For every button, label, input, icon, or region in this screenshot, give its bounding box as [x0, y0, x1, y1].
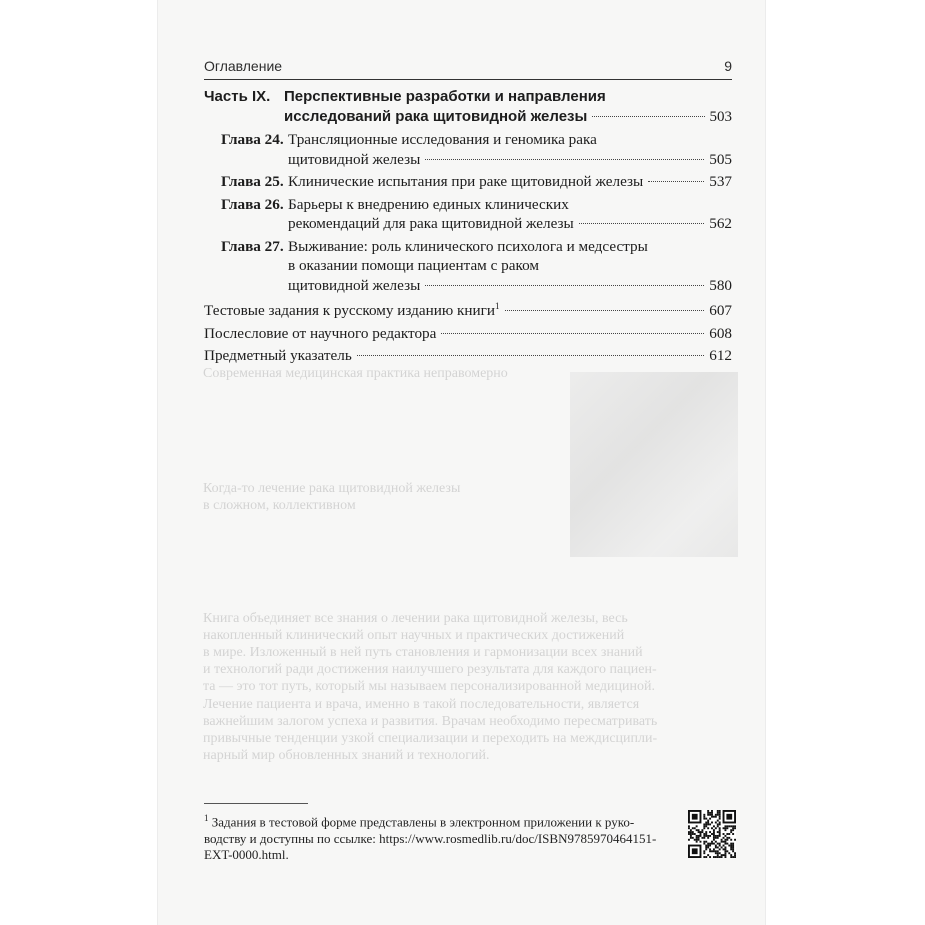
dot-leader [579, 223, 704, 224]
dot-leader [505, 310, 705, 311]
qr-code-graphic [688, 810, 736, 858]
toc-page-number: 505 [709, 150, 732, 168]
chapter-title-line: в оказании помощи пациентам с раком [288, 257, 539, 274]
part-title-line: исследований рака щитовидной железы [284, 107, 588, 125]
part-title-line: Перспективные разработки и направления [284, 88, 606, 105]
toc-chapter-entry[interactable] [204, 172, 732, 192]
toc-page-number: 612 [709, 347, 732, 364]
toc-part-entry[interactable] [204, 87, 732, 127]
bleed-line: Книга объединяет все знания о лечении рака щитовидной железы, весь [203, 610, 628, 626]
footnote-link-line[interactable]: водству и доступны по ссылке: https://www.rosmedlib.ru/doc/ISBN9785970464151- [204, 830, 657, 846]
header-rule [204, 79, 732, 80]
toc-extra-entry[interactable] [204, 346, 732, 366]
bleed-line: и технологий ради достижения наилучшего результата для каждого пациен- [203, 662, 657, 678]
toc-entry-title [204, 301, 500, 321]
dot-leader [648, 181, 704, 182]
dot-leader [425, 285, 704, 286]
toc-entry-title: Послесловие от научного редактора [204, 324, 437, 342]
chapter-label: Глава 26. [221, 195, 284, 213]
toc-page-number: 580 [709, 276, 732, 294]
chapter-title-line: Трансляционные исследования и геномика рака [288, 131, 597, 148]
toc-page-number: 562 [709, 215, 732, 232]
part-label: Часть IX. [204, 88, 271, 105]
toc-entry-text: Тестовые задания к русскому изданию книги [204, 302, 496, 319]
bleed-through-photo [570, 372, 738, 557]
toc-extra-entry[interactable] [204, 324, 732, 344]
toc-page-number: 607 [709, 302, 732, 319]
bleed-line: Лечение пациента и врача, именно в такой последовательности, является [203, 696, 640, 712]
running-header [204, 58, 732, 76]
table-of-contents [204, 87, 732, 366]
chapter-label: Глава 27. [221, 237, 284, 255]
footnote-line[interactable]: EXT-0000.html. [204, 847, 289, 863]
dot-leader [441, 333, 704, 334]
toc-chapter-entry[interactable] [204, 195, 732, 234]
footnote-marker[interactable]: 1 [495, 300, 500, 311]
bleed-line: привычные тенденции узкой специализации и переходить на междисципли- [203, 731, 658, 747]
dot-leader [357, 355, 704, 356]
toc-chapter-entry[interactable] [204, 130, 732, 169]
toc-page-number: 537 [709, 173, 732, 190]
chapter-title-line: Клинические испытания при раке щитовидной железы [288, 173, 644, 190]
toc-extra-entry[interactable] [204, 301, 732, 321]
bleed-line: Когда-то лечение рака щитовидной железы [203, 481, 461, 497]
dot-leader [592, 116, 704, 117]
footnote [204, 810, 682, 864]
bleed-line: в мире. Изложенный в ней путь становления и гармонизации всех знаний [203, 645, 643, 661]
bleed-line: та — это тот путь, который мы называем персонализированной медициной. [203, 679, 656, 695]
bleed-line: накопленный клинический опыт научных и практических достижений [203, 627, 625, 643]
dot-leader [425, 159, 704, 160]
chapter-label: Глава 25. [221, 173, 284, 190]
bleed-line: в сложном, коллективном [203, 498, 356, 514]
chapter-title-line: Выживание: роль клинического психолога и медсестры [288, 237, 648, 255]
running-header-title: Оглавление [204, 58, 283, 74]
toc-entry-title: Предметный указатель [204, 347, 352, 364]
toc-chapter-entry[interactable] [204, 237, 732, 296]
chapter-title-line: Барьеры к внедрению единых клинических [288, 195, 569, 213]
chapter-title-line: рекомендаций для рака щитовидной железы [288, 215, 574, 232]
footnote-text: Задания в тестовой форме представлены в электронном приложении к руко- [211, 814, 635, 830]
footnote-line [204, 810, 682, 831]
toc-page-number: 503 [709, 108, 732, 125]
chapter-label: Глава 24. [221, 131, 284, 148]
footnote-mark: 1 [204, 813, 209, 823]
bleed-line: важнейшим залогом успеха и развития. Врачам необходимо пересматривать [203, 713, 658, 729]
chapter-title-line: щитовидной железы [288, 276, 421, 294]
bleed-line: Современная медицинская практика неправомерно [203, 366, 508, 381]
qr-code-icon[interactable] [688, 810, 736, 858]
page-number: 9 [724, 58, 732, 74]
toc-page-number: 608 [709, 324, 732, 342]
bleed-line: нарный мир обновленных знаний и технологий. [203, 748, 490, 764]
chapter-title-line: щитовидной железы [288, 150, 421, 168]
footnote-rule [204, 803, 308, 804]
